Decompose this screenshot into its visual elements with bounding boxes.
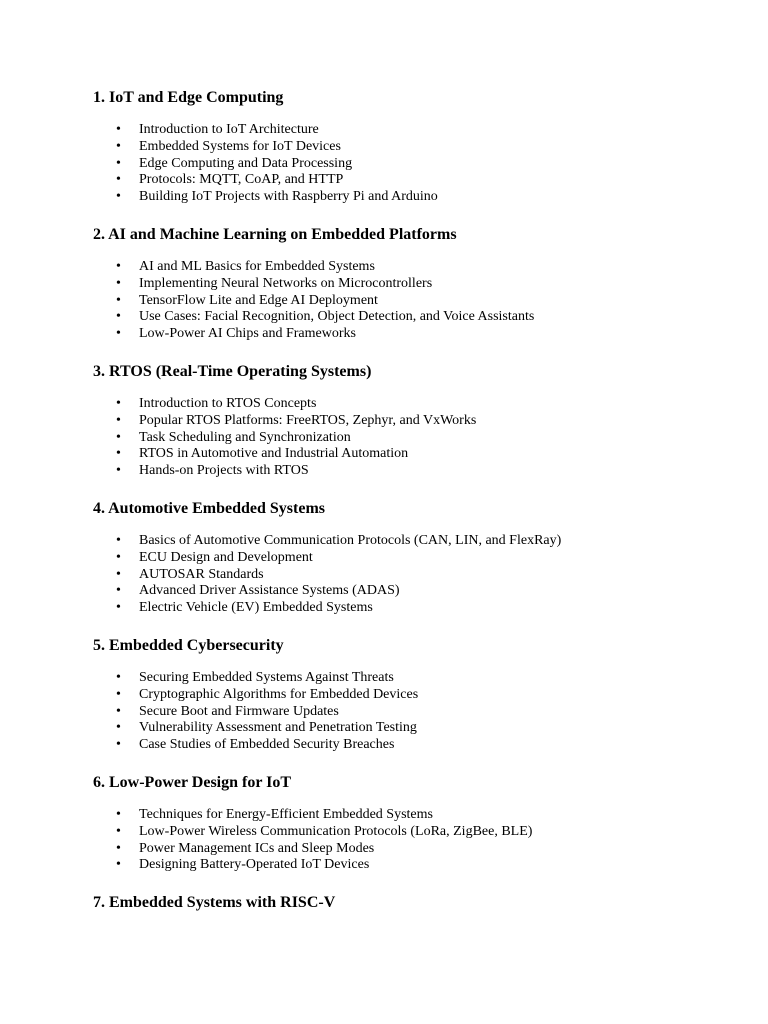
bullet-icon: • [116, 189, 121, 205]
section-heading: 3. RTOS (Real-Time Operating Systems) [93, 363, 372, 380]
list-item-text: Edge Computing and Data Processing [139, 155, 353, 171]
list-item [93, 309, 733, 326]
section-automotive [93, 499, 733, 616]
list-item [93, 737, 733, 754]
list-item [93, 430, 733, 447]
list-item [93, 550, 733, 567]
list-item [93, 600, 733, 617]
section-ai-ml [93, 225, 733, 342]
bullet-icon: • [116, 686, 121, 702]
bullet-list [93, 670, 733, 754]
bullet-icon: • [116, 429, 121, 445]
section-heading: 6. Low-Power Design for IoT [93, 774, 292, 791]
bullet-icon: • [116, 583, 121, 599]
list-item-text: Introduction to RTOS Concepts [139, 396, 317, 411]
section-heading: 5. Embedded Cybersecurity [93, 637, 284, 654]
list-item-text: Introduction to IoT Architecture [139, 122, 319, 137]
list-item [93, 326, 733, 343]
bullet-icon: • [116, 155, 121, 171]
list-item [93, 139, 733, 156]
bullet-icon: • [116, 857, 121, 873]
list-item [93, 807, 733, 824]
list-item [93, 122, 733, 139]
list-item [93, 841, 733, 858]
section-rtos [93, 362, 733, 479]
list-item [93, 463, 733, 480]
list-item [93, 857, 733, 874]
section-cybersecurity [93, 636, 733, 753]
list-item-text: RTOS in Automotive and Industrial Automation [139, 446, 409, 462]
list-item-text: Embedded Systems for IoT Devices [139, 138, 341, 154]
list-item-text: TensorFlow Lite and Edge AI Deployment [139, 292, 378, 308]
list-item-text: Hands-on Projects with RTOS [139, 463, 309, 479]
bullet-icon: • [116, 396, 121, 411]
section-heading: 7. Embedded Systems with RISC-V [93, 894, 336, 911]
bullet-icon: • [116, 412, 121, 428]
bullet-list [93, 396, 733, 480]
bullet-icon: • [116, 259, 121, 274]
list-item-text: Building IoT Projects with Raspberry Pi and Arduino [139, 189, 438, 205]
section-iot-edge [93, 88, 733, 205]
bullet-icon: • [116, 122, 121, 137]
list-item-text: Securing Embedded Systems Against Threats [139, 670, 394, 685]
section-risc-v [93, 893, 733, 913]
section-low-power [93, 773, 733, 873]
bullet-icon: • [116, 275, 121, 291]
list-item-text: Cryptographic Algorithms for Embedded Devices [139, 686, 419, 702]
list-item [93, 533, 733, 550]
bullet-icon: • [116, 326, 121, 342]
section-heading: 4. Automotive Embedded Systems [93, 500, 326, 517]
list-item-text: Use Cases: Facial Recognition, Object Detection, and Voice Assistants [139, 309, 535, 325]
list-item [93, 276, 733, 293]
bullet-list [93, 807, 733, 874]
list-item-text: ECU Design and Development [139, 549, 313, 565]
list-item-text: Popular RTOS Platforms: FreeRTOS, Zephyr, and VxWorks [139, 412, 477, 428]
bullet-icon: • [116, 309, 121, 325]
list-item-text: Low-Power Wireless Communication Protocols (LoRa, ZigBee, BLE) [139, 823, 533, 839]
bullet-icon: • [116, 549, 121, 565]
list-item [93, 824, 733, 841]
bullet-icon: • [116, 566, 121, 582]
list-item-text: Techniques for Energy-Efficient Embedded Systems [139, 807, 433, 822]
list-item-text: Task Scheduling and Synchronization [139, 429, 351, 445]
list-item [93, 413, 733, 430]
list-item-text: Implementing Neural Networks on Microcontrollers [139, 275, 433, 291]
list-item [93, 259, 733, 276]
bullet-icon: • [116, 292, 121, 308]
bullet-icon: • [116, 600, 121, 616]
bullet-icon: • [116, 823, 121, 839]
list-item [93, 583, 733, 600]
list-item-text: AUTOSAR Standards [139, 566, 264, 582]
list-item [93, 156, 733, 173]
list-item [93, 567, 733, 584]
list-item [93, 704, 733, 721]
list-item [93, 189, 733, 206]
list-item [93, 687, 733, 704]
list-item-text: Low-Power AI Chips and Frameworks [139, 326, 356, 342]
list-item [93, 172, 733, 189]
bullet-icon: • [116, 533, 121, 548]
bullet-icon: • [116, 703, 121, 719]
list-item-text: Electric Vehicle (EV) Embedded Systems [139, 600, 373, 616]
list-item-text: Case Studies of Embedded Security Breaches [139, 737, 395, 753]
list-item [93, 720, 733, 737]
bullet-list [93, 122, 733, 206]
bullet-icon: • [116, 807, 121, 822]
bullet-icon: • [116, 138, 121, 154]
bullet-icon: • [116, 172, 121, 188]
list-item-text: Protocols: MQTT, CoAP, and HTTP [139, 172, 344, 188]
list-item [93, 293, 733, 310]
list-item-text: Advanced Driver Assistance Systems (ADAS) [139, 583, 400, 599]
bullet-icon: • [116, 737, 121, 753]
bullet-icon: • [116, 840, 121, 856]
list-item [93, 396, 733, 413]
bullet-icon: • [116, 463, 121, 479]
bullet-list [93, 533, 733, 617]
bullet-icon: • [116, 670, 121, 685]
list-item-text: Power Management ICs and Sleep Modes [139, 840, 375, 856]
section-heading: 1. IoT and Edge Computing [93, 89, 284, 106]
section-heading: 2. AI and Machine Learning on Embedded Platforms [93, 226, 457, 243]
list-item-text: Secure Boot and Firmware Updates [139, 703, 339, 719]
list-item-text: Vulnerability Assessment and Penetration Testing [139, 720, 417, 736]
bullet-icon: • [116, 720, 121, 736]
list-item [93, 670, 733, 687]
list-item-text: AI and ML Basics for Embedded Systems [139, 259, 375, 274]
bullet-list [93, 259, 733, 343]
list-item [93, 446, 733, 463]
list-item-text: Designing Battery-Operated IoT Devices [139, 857, 370, 873]
list-item-text: Basics of Automotive Communication Protocols (CAN, LIN, and FlexRay) [139, 533, 562, 548]
bullet-icon: • [116, 446, 121, 462]
